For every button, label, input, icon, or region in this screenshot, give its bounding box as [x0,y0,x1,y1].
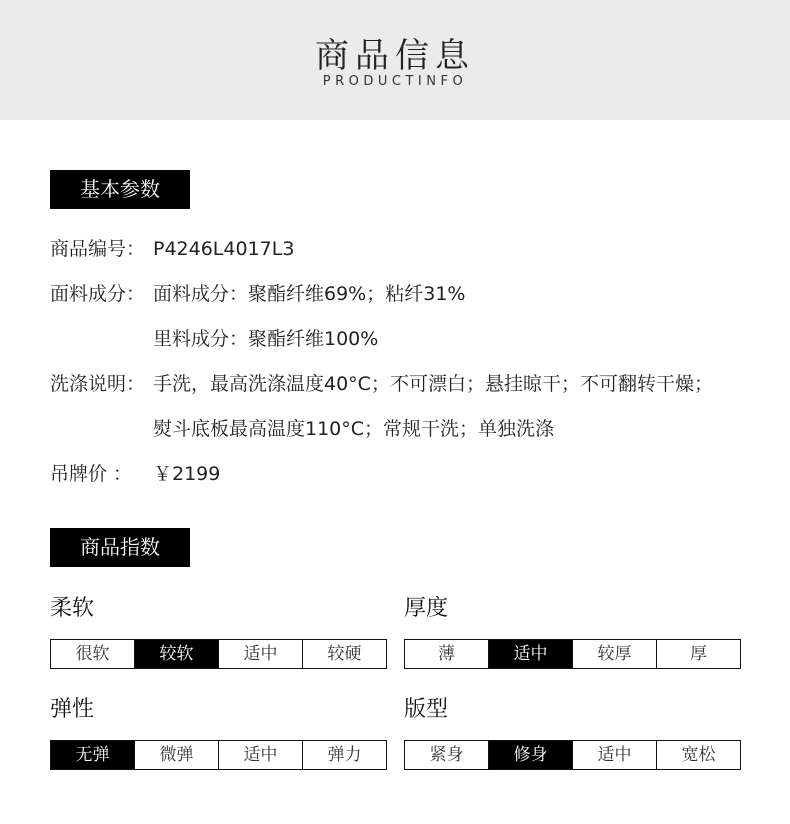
scale-option: 微弹 [135,741,219,769]
param-label: 面料成分： [50,283,146,305]
scale-option: 弹力 [303,741,386,769]
scale-option-selected: 较软 [135,640,219,668]
index-title-fit: 版型 [404,697,449,722]
fit-scale [404,740,741,770]
param-value: 手洗，最高洗涤温度40°C；不可漂白；悬挂晾干；不可翻转干燥； [153,373,713,395]
scale-option: 适中 [219,640,303,668]
softness-scale [50,639,387,669]
scale-option: 紧身 [405,741,489,769]
param-value: 里料成分：聚酯纤维100% [153,328,379,350]
scale-option-selected: 修身 [489,741,573,769]
scale-option: 适中 [219,741,303,769]
scale-option-selected: 适中 [489,640,573,668]
scale-option: 很软 [51,640,135,668]
scale-option: 较厚 [573,640,657,668]
index-title-thickness: 厚度 [404,596,449,621]
param-value: P4246L4017L3 [153,238,295,260]
scale-option-selected: 无弹 [51,741,135,769]
index-title-elasticity: 弹性 [50,697,95,722]
param-label: 吊牌价 ： [50,463,133,485]
page-header [0,0,790,120]
page-title: 商品信息 [315,36,475,76]
basic-params-tag: 基本参数 [50,170,190,209]
scale-option: 宽松 [657,741,740,769]
param-value: 熨斗底板最高温度110°C；常规干洗；单独洗涤 [153,418,555,440]
scale-option: 适中 [573,741,657,769]
scale-option: 较硬 [303,640,386,668]
page-subtitle: PRODUCTINFO [322,74,468,89]
param-label: 洗涤说明： [50,373,146,395]
param-label: 商品编号： [50,238,146,260]
index-title-softness: 柔软 [50,596,95,621]
scale-option: 薄 [405,640,489,668]
scale-option: 厚 [657,640,740,668]
param-value: ￥2199 [153,463,221,485]
param-value: 面料成分：聚酯纤维69%；粘纤31% [153,283,466,305]
product-index-tag: 商品指数 [50,528,190,567]
thickness-scale [404,639,741,669]
elasticity-scale [50,740,387,770]
